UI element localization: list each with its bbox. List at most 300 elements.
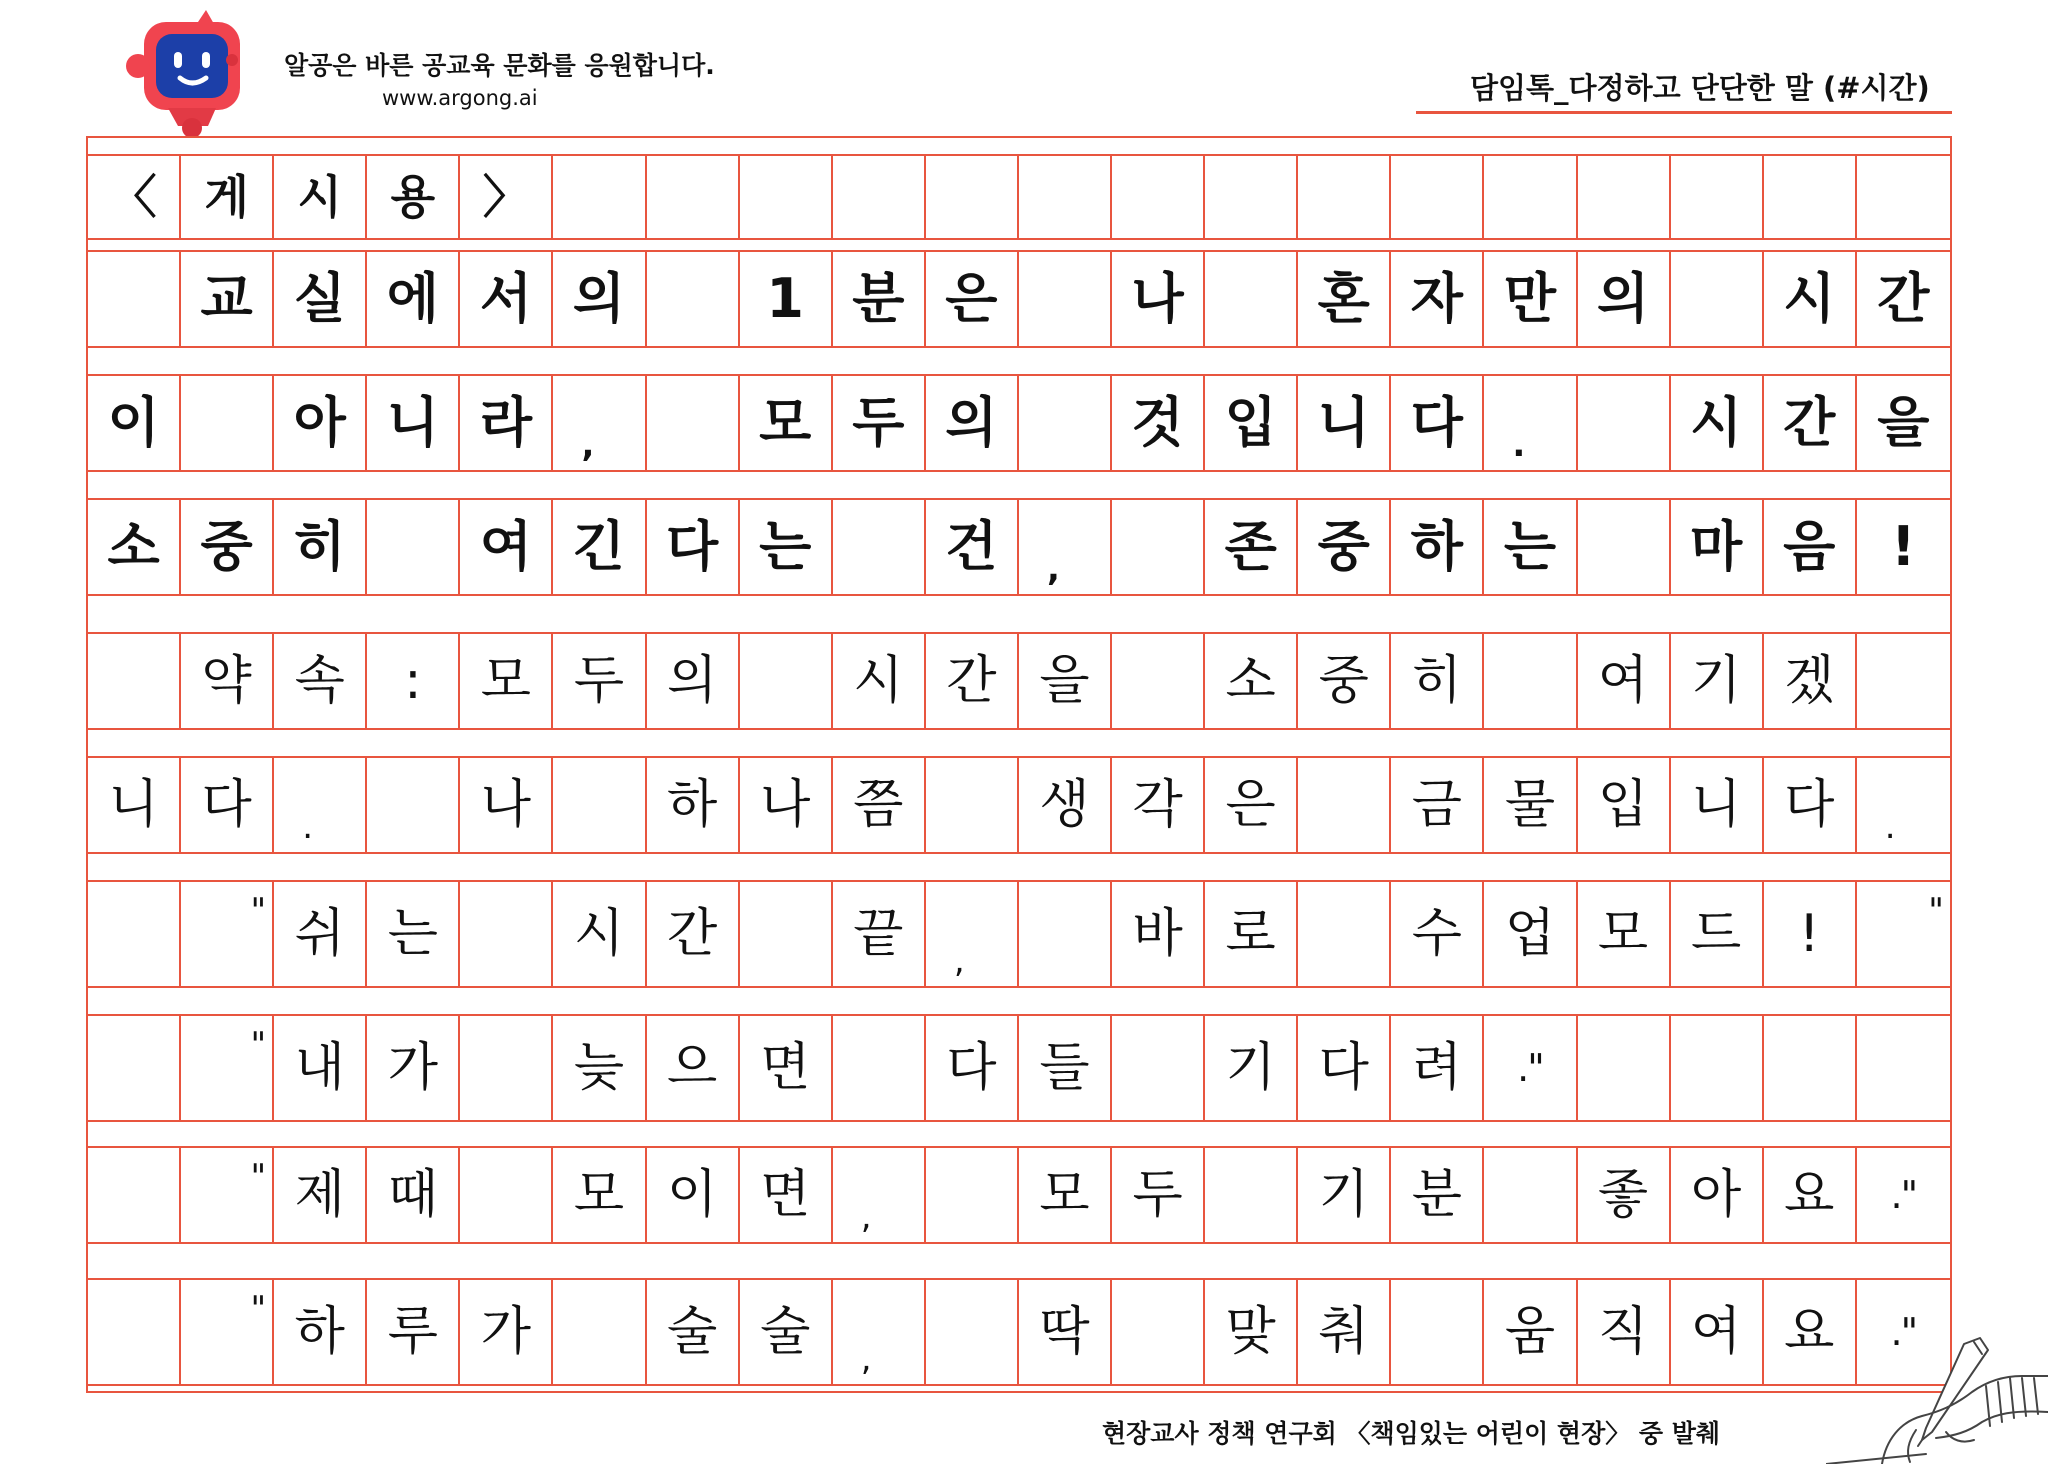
writing-hand-illustration <box>1826 1336 2048 1464</box>
grid-cell <box>647 376 740 470</box>
grid-character: 것 <box>1131 391 1184 454</box>
grid-cell <box>367 500 460 594</box>
grid-cell <box>833 1016 926 1120</box>
grid-cell <box>553 500 646 594</box>
grid-cell <box>1857 500 1950 594</box>
grid-cell <box>1578 1016 1671 1120</box>
grid-character: 는 <box>1503 515 1557 578</box>
grid-cell <box>1391 376 1484 470</box>
grid-cell <box>274 1148 367 1242</box>
grid-cell <box>1112 1280 1205 1384</box>
grid-cell <box>1205 1148 1298 1242</box>
grid-character: 들 <box>1039 1038 1090 1098</box>
grid-cell <box>1671 882 1764 986</box>
grid-cell <box>1484 1016 1577 1120</box>
grid-character: 술 <box>666 1302 718 1362</box>
grid-character: 시 <box>573 904 625 964</box>
grid-character: 마 <box>1690 515 1743 578</box>
grid-character: 춰 <box>1318 1302 1369 1362</box>
grid-cell <box>740 634 833 728</box>
grid-cell <box>740 252 833 346</box>
grid-character: 게 <box>204 170 249 224</box>
grid-character: 존 <box>1224 515 1277 578</box>
grid-cell <box>1671 252 1764 346</box>
grid-character: 중 <box>1318 651 1369 711</box>
grid-cell <box>1578 1148 1671 1242</box>
grid-character: " <box>250 891 267 931</box>
grid-character: " <box>250 1025 267 1065</box>
grid-character: 드 <box>1691 904 1742 964</box>
grid-cell <box>460 156 553 238</box>
grid-cell <box>833 758 926 852</box>
grid-cell <box>647 882 740 986</box>
grid-character: " <box>250 1157 267 1197</box>
grid-character: 술 <box>760 1302 811 1362</box>
grid-character: 요 <box>1784 1165 1835 1225</box>
grid-character: 분 <box>1411 1165 1462 1225</box>
grid-character: 모 <box>1597 904 1649 964</box>
grid-character: 중 <box>200 515 253 578</box>
grid-character: 다 <box>1784 775 1835 835</box>
grid-cell <box>1578 156 1671 238</box>
grid-cell <box>367 156 460 238</box>
grid-cell <box>1298 1280 1391 1384</box>
grid-row <box>88 154 1950 240</box>
grid-character: 모 <box>573 1165 625 1225</box>
grid-cell <box>460 1280 553 1384</box>
grid-character: 제 <box>294 1165 345 1225</box>
grid-character: 이 <box>107 391 160 454</box>
grid-character: 〈 <box>110 170 157 224</box>
grid-cell <box>1671 1148 1764 1242</box>
grid-cell <box>367 1016 460 1120</box>
grid-cell <box>1298 634 1391 728</box>
grid-cell <box>1391 252 1484 346</box>
grid-cell <box>833 1148 926 1242</box>
grid-cell <box>1671 500 1764 594</box>
grid-character: 하 <box>1410 515 1463 578</box>
grid-character: 분 <box>852 267 905 330</box>
grid-cell <box>460 1148 553 1242</box>
grid-cell <box>367 882 460 986</box>
grid-cell <box>1484 758 1577 852</box>
grid-cell <box>1019 634 1112 728</box>
grid-cell <box>553 634 646 728</box>
grid-character: 하 <box>666 775 718 835</box>
grid-cell <box>1857 1016 1950 1120</box>
grid-cell <box>1857 376 1950 470</box>
grid-cell <box>833 500 926 594</box>
grid-cell <box>1205 758 1298 852</box>
grid-character: " <box>1928 891 1944 931</box>
grid-character: 의 <box>572 267 626 330</box>
grid-character: 시 <box>853 651 904 711</box>
grid-character: 모 <box>1039 1165 1090 1225</box>
grid-cell <box>181 634 274 728</box>
grid-cell <box>1205 634 1298 728</box>
grid-cell <box>1298 758 1391 852</box>
grid-cell <box>647 1148 740 1242</box>
grid-character: ." <box>1890 1173 1917 1217</box>
grid-row <box>88 880 1950 988</box>
grid-cell <box>274 882 367 986</box>
grid-cell <box>1391 758 1484 852</box>
grid-cell <box>1578 634 1671 728</box>
grid-cell <box>647 1016 740 1120</box>
grid-cell <box>1857 1148 1950 1242</box>
grid-character: 기 <box>1225 1038 1276 1098</box>
grid-character: 의 <box>945 391 998 454</box>
grid-cell <box>1391 634 1484 728</box>
grid-cell <box>1112 500 1205 594</box>
grid-character: 딱 <box>1039 1302 1090 1362</box>
grid-character: 직 <box>1597 1302 1649 1362</box>
grid-character: 니 <box>108 775 159 835</box>
grid-cell <box>1019 758 1112 852</box>
grid-character: " <box>250 1289 267 1329</box>
grid-row <box>88 632 1950 730</box>
grid-cell <box>181 1016 274 1120</box>
grid-character: 내 <box>294 1038 345 1098</box>
grid-character: 각 <box>1132 775 1183 835</box>
grid-character: 〉 <box>482 170 529 224</box>
grid-cell <box>88 758 181 852</box>
grid-cell <box>1671 156 1764 238</box>
grid-cell <box>274 500 367 594</box>
grid-cell <box>740 758 833 852</box>
grid-cell <box>647 1280 740 1384</box>
grid-cell <box>553 156 646 238</box>
grid-character: 간 <box>946 651 997 711</box>
grid-cell <box>1019 1016 1112 1120</box>
grid-character: 음 <box>1783 515 1836 578</box>
grid-cell <box>1391 882 1484 986</box>
grid-cell <box>1671 1280 1764 1384</box>
grid-cell <box>274 156 367 238</box>
grid-cell <box>926 882 1019 986</box>
grid-cell <box>1391 1016 1484 1120</box>
grid-character: 실 <box>293 267 346 330</box>
grid-cell <box>1671 376 1764 470</box>
grid-row <box>88 250 1950 348</box>
grid-cell <box>1112 376 1205 470</box>
grid-cell <box>1578 500 1671 594</box>
grid-cell <box>181 1148 274 1242</box>
grid-character: 수 <box>1411 904 1462 964</box>
grid-character: 기 <box>1691 651 1742 711</box>
grid-cell <box>88 156 181 238</box>
grid-character: 아 <box>293 391 346 454</box>
grid-character: 의 <box>666 651 718 711</box>
grid-cell <box>553 252 646 346</box>
grid-cell <box>1484 882 1577 986</box>
slogan-text: 알공은 바른 공교육 문화를 응원합니다. <box>284 51 715 80</box>
grid-cell <box>460 1016 553 1120</box>
grid-cell <box>1205 376 1298 470</box>
grid-cell <box>1764 634 1857 728</box>
grid-cell <box>460 252 553 346</box>
grid-character: 자 <box>1410 267 1463 330</box>
grid-cell <box>1578 758 1671 852</box>
grid-cell <box>1857 882 1950 986</box>
grid-character: 두 <box>852 391 905 454</box>
grid-character: 에 <box>386 267 439 330</box>
grid-character: 은 <box>1225 775 1276 835</box>
grid-cell <box>1484 1148 1577 1242</box>
grid-cell <box>1298 376 1391 470</box>
grid-character: 간 <box>1877 267 1930 330</box>
grid-character: 히 <box>293 515 346 578</box>
grid-character: 려 <box>1411 1038 1462 1098</box>
grid-character: 시 <box>297 170 342 224</box>
grid-character: . <box>302 807 313 847</box>
grid-row <box>88 756 1950 854</box>
grid-character: 때 <box>387 1165 438 1225</box>
source-citation: 현장교사 정책 연구회 〈책임있는 어린이 현장〉 중 발췌 <box>1102 1419 1721 1448</box>
grid-character: 은 <box>945 267 998 330</box>
grid-cell <box>367 758 460 852</box>
grid-character: 나 <box>480 775 532 835</box>
grid-cell <box>1205 882 1298 986</box>
grid-cell <box>1578 252 1671 346</box>
grid-character: 가 <box>387 1038 438 1098</box>
grid-cell <box>553 376 646 470</box>
grid-cell <box>1391 156 1484 238</box>
grid-character: 소 <box>1225 651 1276 711</box>
grid-cell <box>553 1148 646 1242</box>
grid-cell <box>1857 252 1950 346</box>
grid-cell <box>1764 376 1857 470</box>
grid-cell <box>1764 882 1857 986</box>
grid-cell <box>88 634 181 728</box>
grid-character: 약 <box>201 651 252 711</box>
grid-cell <box>553 1016 646 1120</box>
grid-cell <box>647 156 740 238</box>
grid-cell <box>1857 758 1950 852</box>
grid-character: : <box>404 651 422 711</box>
grid-cell <box>367 376 460 470</box>
grid-cell <box>1205 1280 1298 1384</box>
grid-cell <box>1391 500 1484 594</box>
grid-cell <box>926 1148 1019 1242</box>
grid-character: 가 <box>480 1302 532 1362</box>
website-url[interactable]: www.argong.ai <box>382 86 538 110</box>
grid-character: 맞 <box>1225 1302 1276 1362</box>
grid-cell <box>274 252 367 346</box>
grid-character: 두 <box>573 651 625 711</box>
grid-character: 면 <box>760 1038 811 1098</box>
grid-character: 다 <box>666 515 719 578</box>
grid-cell <box>1019 376 1112 470</box>
grid-character: 움 <box>1504 1302 1556 1362</box>
grid-cell <box>553 758 646 852</box>
grid-character: 나 <box>1131 267 1184 330</box>
grid-character: 좋 <box>1597 1165 1649 1225</box>
grid-cell <box>1764 1016 1857 1120</box>
grid-character: 겠 <box>1784 651 1835 711</box>
grid-cell <box>833 882 926 986</box>
grid-cell <box>740 1280 833 1384</box>
grid-character: 간 <box>1783 391 1836 454</box>
grid-character: 아 <box>1691 1165 1742 1225</box>
grid-cell <box>833 376 926 470</box>
grid-cell <box>274 634 367 728</box>
grid-cell <box>833 1280 926 1384</box>
grid-row <box>88 1146 1950 1244</box>
grid-character: 니 <box>1317 391 1370 454</box>
grid-character: 물 <box>1504 775 1556 835</box>
grid-cell <box>740 500 833 594</box>
grid-cell <box>1484 252 1577 346</box>
grid-character: 중 <box>1317 515 1370 578</box>
grid-character: 모 <box>759 391 812 454</box>
grid-row <box>88 374 1950 472</box>
grid-cell <box>1764 758 1857 852</box>
grid-cell <box>1205 1016 1298 1120</box>
grid-cell <box>88 376 181 470</box>
grid-cell <box>1578 376 1671 470</box>
grid-character: , <box>1046 549 1060 589</box>
grid-cell <box>88 1280 181 1384</box>
grid-character: 다 <box>1318 1038 1369 1098</box>
grid-cell <box>1764 1148 1857 1242</box>
grid-cell <box>88 882 181 986</box>
grid-row <box>88 498 1950 596</box>
grid-character: 요 <box>1784 1302 1835 1362</box>
grid-cell <box>1205 252 1298 346</box>
grid-character: 교 <box>200 267 253 330</box>
grid-row <box>88 1278 1950 1386</box>
grid-cell <box>926 376 1019 470</box>
grid-character: 다 <box>1410 391 1463 454</box>
grid-row <box>88 1014 1950 1122</box>
grid-character: 간 <box>666 904 718 964</box>
grid-character: 생 <box>1039 775 1090 835</box>
grid-cell <box>740 1016 833 1120</box>
grid-cell <box>553 1280 646 1384</box>
grid-cell <box>460 376 553 470</box>
grid-cell <box>1484 156 1577 238</box>
grid-character: 두 <box>1132 1165 1183 1225</box>
grid-cell <box>181 500 274 594</box>
grid-cell <box>1671 1016 1764 1120</box>
grid-character: 루 <box>387 1302 438 1362</box>
grid-cell <box>740 156 833 238</box>
grid-cell <box>926 252 1019 346</box>
grid-cell <box>1764 252 1857 346</box>
grid-cell <box>1205 500 1298 594</box>
grid-cell <box>181 156 274 238</box>
grid-character: 이 <box>666 1165 718 1225</box>
grid-cell <box>1764 500 1857 594</box>
page-title: 담임톡_다정하고 단단한 말 (#시간) <box>1470 71 1930 105</box>
grid-character: 쯤 <box>853 775 904 835</box>
grid-cell <box>181 758 274 852</box>
grid-cell <box>553 882 646 986</box>
grid-cell <box>647 500 740 594</box>
grid-cell <box>833 156 926 238</box>
grid-cell <box>1298 1148 1391 1242</box>
grid-cell <box>1298 882 1391 986</box>
grid-cell <box>740 1148 833 1242</box>
grid-cell <box>1298 500 1391 594</box>
grid-character: 긴 <box>572 515 626 578</box>
grid-cell <box>926 156 1019 238</box>
grid-character: . <box>1884 807 1896 847</box>
grid-cell <box>274 1016 367 1120</box>
grid-character: , <box>953 941 965 981</box>
grid-cell <box>926 500 1019 594</box>
grid-cell <box>926 1280 1019 1384</box>
grid-character: 만 <box>1503 267 1557 330</box>
grid-cell <box>367 252 460 346</box>
grid-cell <box>1764 156 1857 238</box>
grid-character: 여 <box>1691 1302 1742 1362</box>
grid-cell <box>1484 500 1577 594</box>
grid-character: 니 <box>1691 775 1742 835</box>
grid-character: 모 <box>480 651 532 711</box>
grid-character: ! <box>1891 515 1916 578</box>
grid-cell <box>833 252 926 346</box>
grid-cell <box>1484 634 1577 728</box>
grid-cell <box>274 376 367 470</box>
grid-character: 시 <box>1690 391 1743 454</box>
grid-cell <box>88 500 181 594</box>
grid-character: 다 <box>946 1038 997 1098</box>
grid-character: 시 <box>1783 267 1836 330</box>
grid-cell <box>740 376 833 470</box>
grid-character: ! <box>1798 904 1820 964</box>
grid-character: 니 <box>386 391 439 454</box>
title-underline <box>1416 111 1952 114</box>
grid-character: 속 <box>294 651 345 711</box>
manuscript-grid <box>86 136 1952 1393</box>
grid-cell <box>1391 1148 1484 1242</box>
grid-cell <box>1298 252 1391 346</box>
grid-cell <box>1298 156 1391 238</box>
grid-character: 서 <box>479 267 532 330</box>
grid-cell <box>1671 758 1764 852</box>
grid-character: 바 <box>1132 904 1183 964</box>
grid-character: 을 <box>1039 651 1090 711</box>
grid-cell <box>1484 1280 1577 1384</box>
grid-character: 으 <box>666 1038 718 1098</box>
grid-cell <box>1019 1280 1112 1384</box>
grid-cell <box>1112 1148 1205 1242</box>
grid-cell <box>1112 252 1205 346</box>
grid-cell <box>926 1016 1019 1120</box>
grid-character: 금 <box>1411 775 1462 835</box>
grid-character: 히 <box>1411 651 1462 711</box>
grid-character: 의 <box>1596 267 1650 330</box>
grid-character: , <box>581 425 595 465</box>
grid-character: 업 <box>1504 904 1556 964</box>
grid-cell <box>88 1148 181 1242</box>
grid-character: 용 <box>390 170 436 224</box>
grid-cell <box>1019 252 1112 346</box>
grid-cell <box>367 634 460 728</box>
grid-cell <box>1112 634 1205 728</box>
grid-character: 나 <box>760 775 811 835</box>
grid-cell <box>1019 500 1112 594</box>
grid-cell <box>1578 882 1671 986</box>
grid-cell <box>1205 156 1298 238</box>
grid-character: 소 <box>107 515 160 578</box>
grid-cell <box>1112 882 1205 986</box>
grid-cell <box>740 882 833 986</box>
grid-cell <box>926 758 1019 852</box>
grid-cell <box>460 758 553 852</box>
